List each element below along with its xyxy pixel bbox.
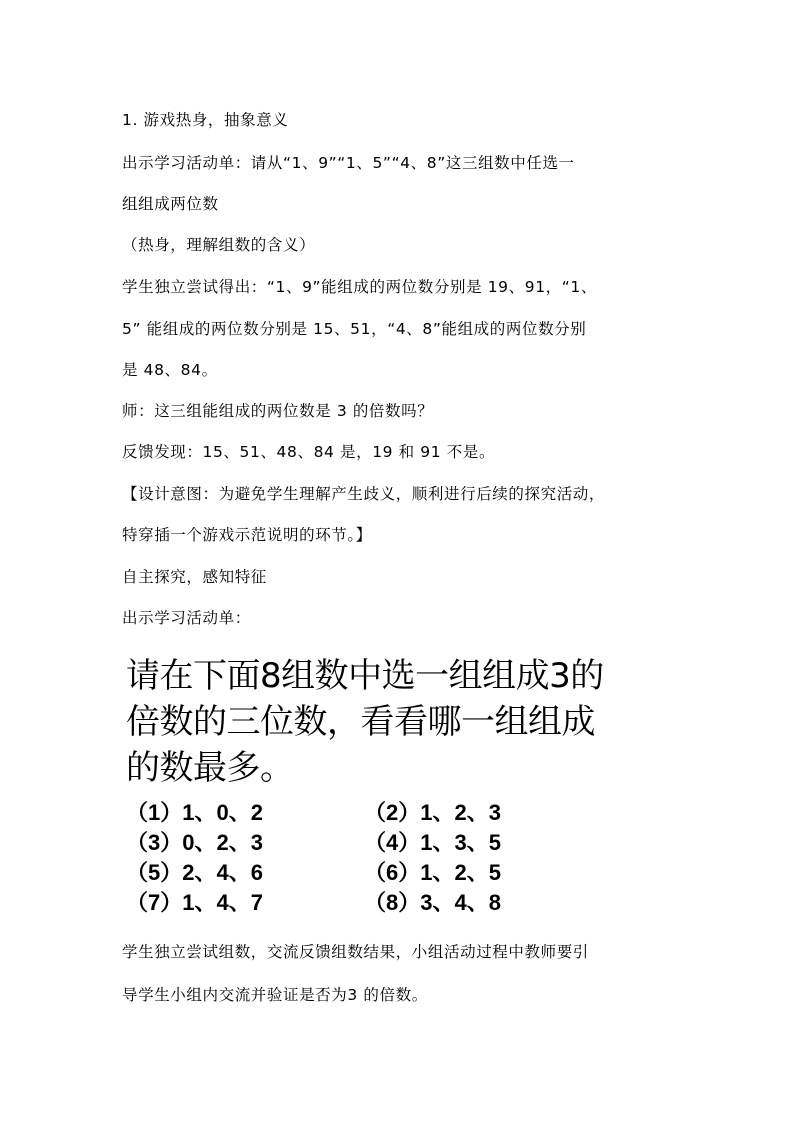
paragraph-line: 5” 能组成的两位数分别是 15、51，“4、8”能组成的两位数分别 <box>122 320 587 338</box>
option-item: （7）1、4、7 <box>126 890 263 915</box>
option-item: （5）2、4、6 <box>126 860 263 885</box>
section-heading: 1. 游戏热身，抽象意义 <box>122 111 289 129</box>
paragraph-line: 导学生小组内交流并验证是否为3 的倍数。 <box>122 986 428 1004</box>
design-intent-line: 特穿插一个游戏示范说明的环节。】 <box>122 526 372 544</box>
paragraph-line: 出示学习活动单：请从“1、9”“1、5”“4、8”这三组数中任选一 <box>122 154 575 172</box>
option-item: （3）0、2、3 <box>126 830 263 855</box>
option-item: （6）1、2、5 <box>364 860 501 885</box>
paragraph-line: （热身，理解组数的含义） <box>122 236 316 254</box>
option-item: （8）3、4、8 <box>364 890 501 915</box>
paragraph-line: 师：这三组能组成的两位数是 3 的倍数吗？ <box>122 402 434 420</box>
option-item: （2）1、2、3 <box>364 800 501 825</box>
activity-prompt-line: 倍数的三位数，看看哪一组组成 <box>126 702 595 742</box>
paragraph-line: 反馈发现：15、51、48、84 是，19 和 91 不是。 <box>122 443 496 461</box>
paragraph-line: 组组成两位数 <box>122 195 219 213</box>
option-item: （1）1、0、2 <box>126 800 263 825</box>
paragraph-line: 出示学习活动单： <box>122 609 251 627</box>
activity-prompt-line: 请在下面8组数中选一组组成3的 <box>126 656 604 696</box>
activity-prompt-line: 的数最多。 <box>126 748 294 788</box>
option-item: （4）1、3、5 <box>364 830 501 855</box>
paragraph-line: 学生独立尝试组数，交流反馈组数结果，小组活动过程中教师要引 <box>122 943 589 961</box>
design-intent-line: 【设计意图：为避免学生理解产生歧义，顺利进行后续的探究活动， <box>122 485 606 503</box>
paragraph-line: 是 48、84。 <box>122 361 218 379</box>
paragraph-line: 学生独立尝试得出：“1、9”能组成的两位数分别是 19、91，“1、 <box>122 278 597 296</box>
section-heading: 自主探究，感知特征 <box>122 568 267 586</box>
